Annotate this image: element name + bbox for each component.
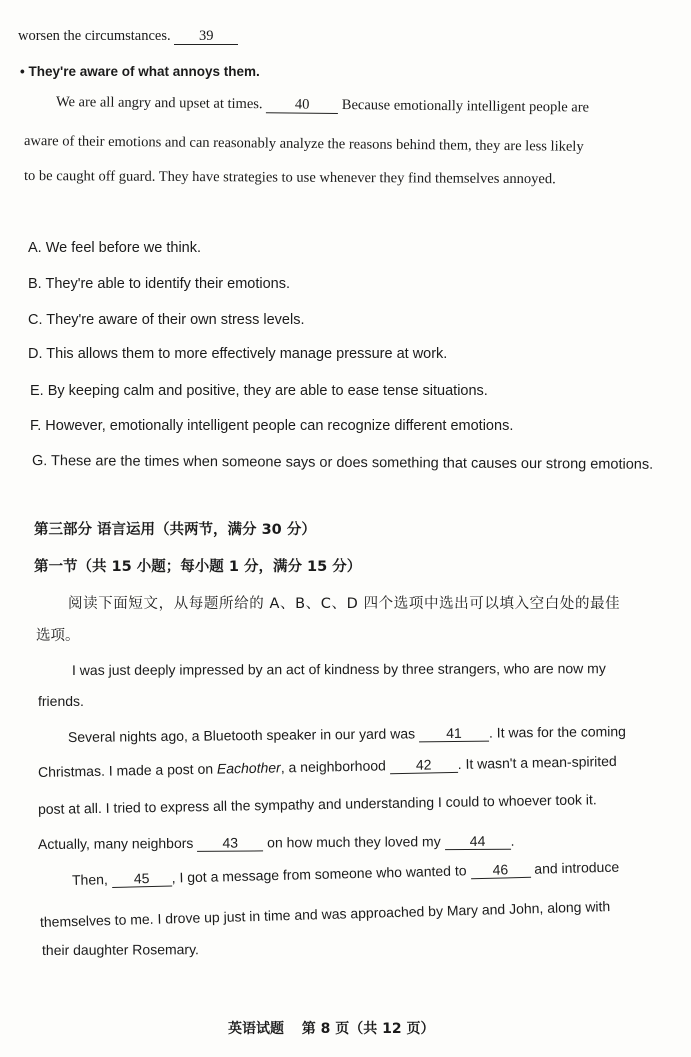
passage-b-p2-line4	[38, 831, 515, 854]
section-heading	[20, 62, 260, 82]
text-fragment: , a neighborhood	[280, 757, 386, 776]
blank-40: 40	[266, 96, 338, 114]
passage-b-p2-line2	[38, 751, 617, 782]
footer-subject: 英语试题	[228, 1021, 284, 1037]
option-b: B. They're able to identify their emotions.	[28, 276, 291, 292]
blank-43: 43	[197, 834, 263, 851]
blank-46: 46	[470, 861, 530, 879]
heading-text: They're aware of what annoys them.	[28, 64, 260, 79]
text-fragment: Then,	[71, 871, 108, 888]
blank-42: 42	[390, 756, 458, 774]
blank-44: 44	[445, 833, 511, 850]
site-name: Eachother	[216, 759, 281, 777]
passage-b-p1-line2: friends.	[38, 693, 84, 709]
text-fragment: Several nights ago, a Bluetooth speaker in our yard was	[67, 725, 416, 745]
option-d: D. This allows them to more effectively manage pressure at work.	[28, 346, 448, 362]
section3-title: 第三部分 语言运用（共两节，满分 30 分）	[34, 522, 316, 538]
blank-45: 45	[111, 870, 171, 888]
text-fragment: and introduce	[534, 858, 620, 877]
option-a: A. We feel before we think.	[28, 240, 202, 256]
bullet-icon: •	[20, 64, 25, 79]
instruction-line2: 选项。	[36, 628, 80, 644]
passage-b-p2-line1	[68, 721, 626, 747]
blank-39: 39	[174, 28, 238, 45]
text-fragment: . It wasn't a mean-spirited	[457, 752, 617, 772]
option-f: F. However, emotionally intelligent people can recognize different emotions.	[30, 418, 514, 434]
option-c: C. They're aware of their own stress levels.	[28, 312, 305, 328]
text-fragment: . It was for the coming	[488, 723, 627, 741]
text-fragment: Christmas. I made a post on	[37, 760, 214, 780]
instruction-line1: 阅读下面短文，从每题所给的 A、B、C、D 四个选项中选出可以填入空白处的最佳	[68, 596, 621, 612]
text-fragment: Because emotionally intelligent people are	[341, 96, 590, 116]
option-e: E. By keeping calm and positive, they are able to ease tense situations.	[30, 383, 488, 399]
passage-a-p1-line3: to be caught off guard. They have strategies to use whenever they find themselves annoyed.	[23, 168, 556, 188]
passage-b-p3-line1	[72, 857, 620, 890]
page-footer	[228, 1018, 434, 1038]
text-fragment: Actually, many neighbors	[37, 834, 194, 852]
passage-b-p1-line1: I was just deeply impressed by an act of kindness by three strangers, who are now my	[71, 660, 606, 678]
text-fragment: worsen the circumstances.	[18, 28, 171, 44]
passage-a-p1-line1	[56, 92, 589, 118]
passage-a-top-line	[18, 26, 238, 46]
text-fragment: , I got a message from someone who wanted to	[171, 862, 467, 886]
footer-page-number: 第 8 页（共 12 页）	[301, 1021, 435, 1037]
passage-b-p2-line3: post at all. I tried to express all the sympathy and understanding I could to whoever took it.	[37, 791, 597, 817]
blank-41: 41	[419, 725, 489, 743]
text-fragment: on how much they loved my	[267, 833, 441, 851]
passage-a-p1-line2: aware of their emotions and can reasonably analyze the reasons behind them, they are less likely	[23, 133, 584, 155]
section3-subtitle: 第一节（共 15 小题；每小题 1 分，满分 15 分）	[34, 559, 362, 575]
text-fragment: We are all angry and upset at times.	[55, 94, 263, 113]
passage-b-p3-line2: themselves to me. I drove up just in time and was approached by Mary and John, along with	[39, 898, 611, 930]
option-g: G. These are the times when someone says or does something that causes our strong emotions.	[31, 453, 654, 473]
text-fragment: .	[510, 832, 515, 849]
passage-b-p3-line3: their daughter Rosemary.	[41, 941, 199, 958]
